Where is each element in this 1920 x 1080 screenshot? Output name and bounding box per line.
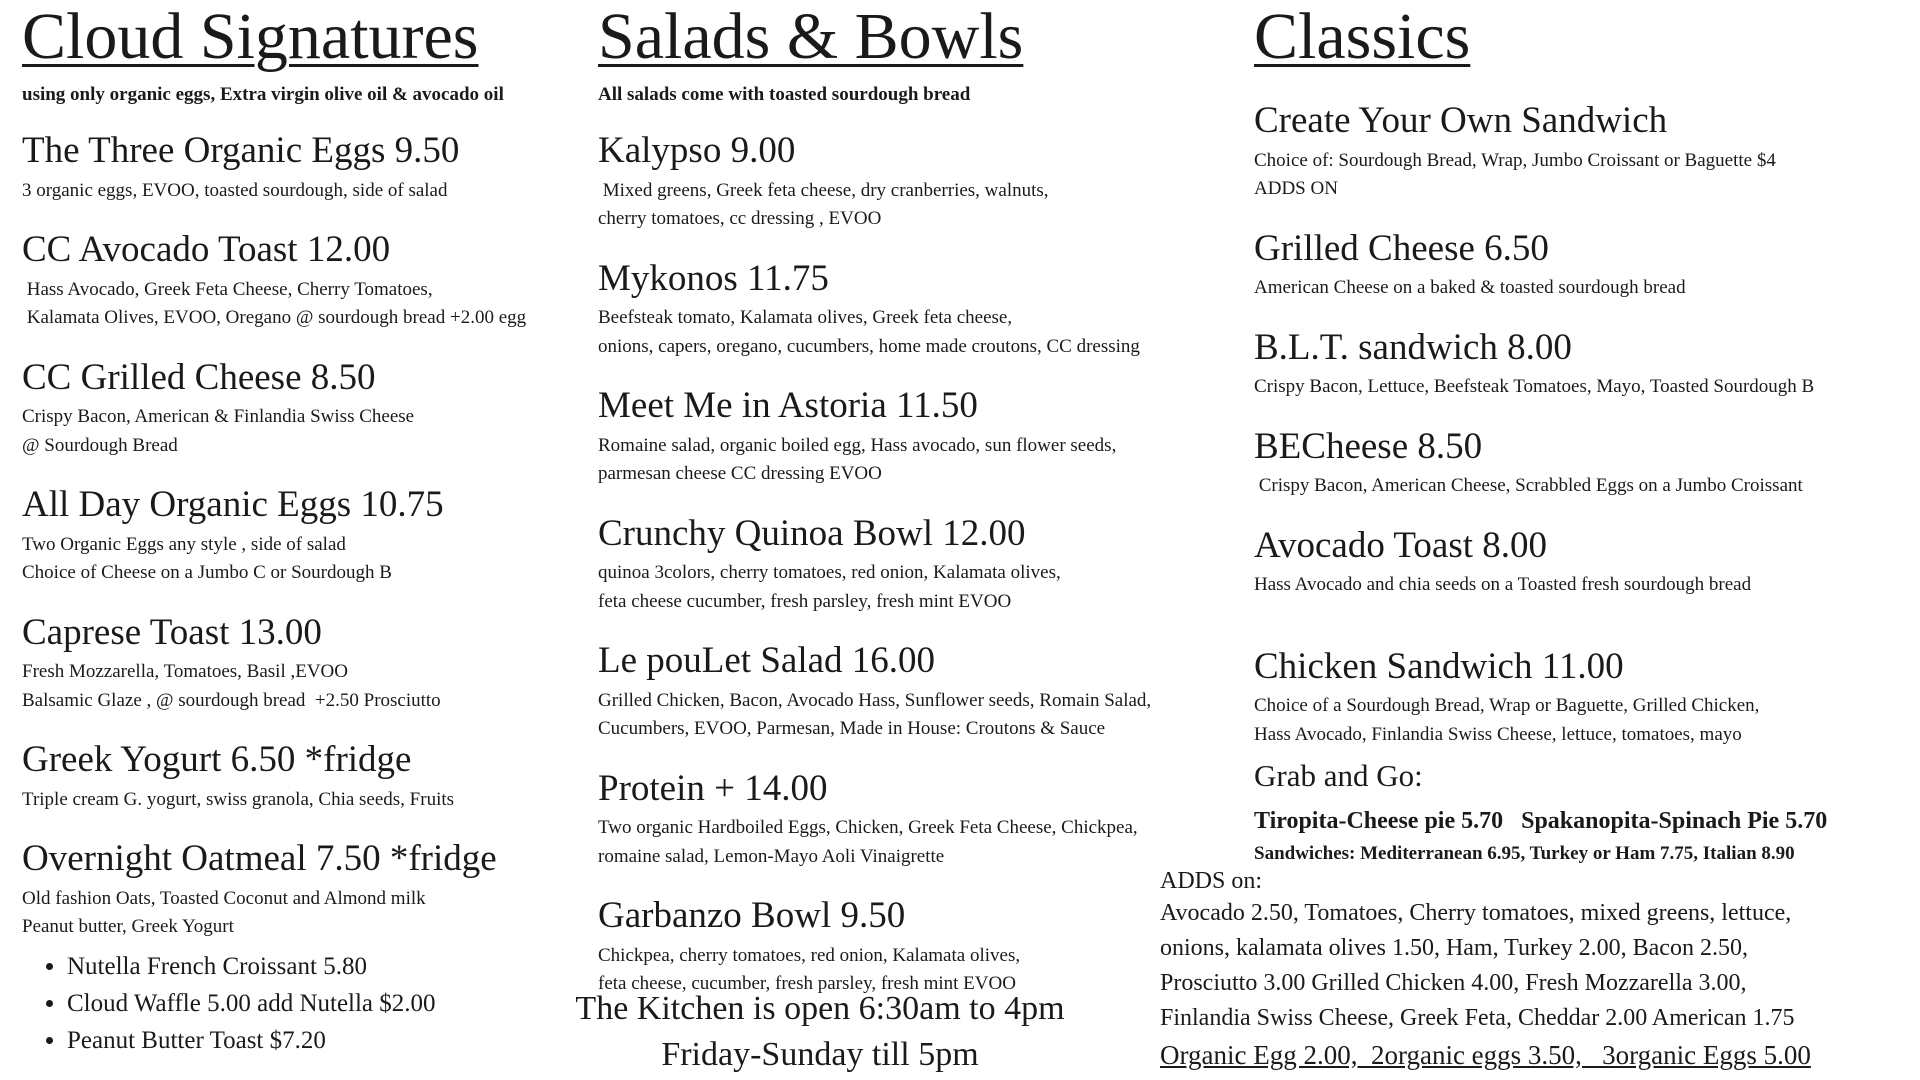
menu-item — [22, 229, 582, 333]
menu-item — [598, 513, 1248, 617]
menu-item-description-line: Kalamata Olives, EVOO, Oregano @ sourdough bread +2.00 egg — [22, 307, 527, 329]
menu-item-title: Kalypso 9.00 — [598, 130, 796, 171]
menu-item-title: The Three Organic Eggs 9.50 — [22, 130, 460, 171]
menu-item-description — [1254, 472, 1914, 501]
menu-item-title: All Day Organic Eggs 10.75 — [22, 484, 444, 526]
menu-item-description-line: Chickpea, cherry tomatoes, red onion, Kalamata olives, — [598, 944, 1021, 966]
menu-item-description-line: 3 organic eggs, EVOO, toasted sourdough, side of salad — [22, 179, 448, 201]
menu-item-description-line: Grilled Chicken, Bacon, Avocado Hass, Sunflower seeds, Romain Salad, — [598, 689, 1152, 711]
menu-item — [1254, 228, 1914, 303]
menu-item — [22, 130, 582, 205]
menu-item-description — [598, 177, 1248, 234]
list-item: • Peanut Butter Toast $7.20 — [67, 1022, 582, 1059]
menu-item-title: B.L.T. sandwich 8.00 — [1254, 326, 1572, 368]
menu-item-description-line: Hass Avocado, Greek Feta Cheese, Cherry Tomatoes, — [22, 278, 433, 300]
kitchen-hours-line: The Kitchen is open 6:30am to 4pm — [575, 990, 1065, 1027]
menu-item-description-line: feta cheese, cucumber, fresh parsley, fresh mint EVOO — [598, 973, 1016, 995]
menu-item-description-line: Choice of: Sourdough Bread, Wrap, Jumbo Croissant or Baguette $4 — [1254, 149, 1776, 171]
menu-item — [598, 130, 1248, 234]
menu-item-description-line: Peanut butter, Greek Yogurt — [22, 916, 234, 938]
adds-on-section — [1160, 866, 1920, 1074]
cloud-signatures-column — [22, 0, 582, 1059]
menu-item-description-line: American Cheese on a baked & toasted sourdough bread — [1254, 277, 1686, 299]
menu-item — [22, 612, 582, 716]
menu-item — [22, 739, 582, 814]
extras-list — [22, 948, 582, 1059]
menu-item-description-line: Choice of Cheese on a Jumbo C or Sourdough B — [22, 562, 392, 584]
menu-item — [598, 385, 1248, 489]
menu-item-description-line: Crispy Bacon, American & Finlandia Swiss Cheese — [22, 406, 415, 428]
menu-item-description-line: quinoa 3colors, cherry tomatoes, red onion, Kalamata olives, — [598, 562, 1061, 584]
adds-on-line: onions, kalamata olives 1.50, Ham, Turkey 2.00, Bacon 2.50, — [1160, 935, 1748, 961]
menu-item-title: Garbanzo Bowl 9.50 — [598, 895, 906, 937]
menu-item-title: Mykonos 11.75 — [598, 257, 829, 299]
salads-bowls-heading: Salads & Bowls — [598, 0, 1024, 73]
menu-item — [598, 258, 1248, 362]
menu-item-title: CC Grilled Cheese 8.50 — [22, 356, 376, 398]
menu-item-title: Le pouLet Salad 16.00 — [598, 640, 936, 682]
menu-item-description — [598, 304, 1248, 361]
menu-item — [1254, 646, 1914, 750]
menu-item-title: BECheese 8.50 — [1254, 425, 1483, 467]
menu-item-description — [1254, 692, 1914, 749]
menu-item — [22, 484, 582, 588]
menu-item — [598, 640, 1248, 744]
menu-item-description-line: Old fashion Oats, Toasted Coconut and Almond milk — [22, 887, 426, 909]
grab-and-go-title: Grab and Go: — [1254, 758, 1423, 793]
menu-item-description — [22, 658, 582, 715]
grab-and-go-sandwiches: Sandwiches: Mediterranean 6.95, Turkey or Ham 7.75, Italian 8.90 — [1254, 843, 1795, 864]
menu-item-description — [598, 687, 1248, 744]
menu-item-description-line: cherry tomatoes, cc dressing , EVOO — [598, 208, 882, 230]
menu-item-description — [598, 559, 1248, 616]
grab-and-go-section — [1254, 758, 1914, 865]
classics-heading: Classics — [1254, 0, 1471, 73]
menu-item-description-line: Hass Avocado and chia seeds on a Toasted fresh sourdough bread — [1254, 574, 1752, 596]
menu-item-description-line: Balsamic Glaze , @ sourdough bread +2.50 Prosciutto — [22, 689, 441, 711]
menu-item-title: Meet Me in Astoria 11.50 — [598, 385, 978, 427]
menu-item-description-line: Triple cream G. yogurt, swiss granola, Chia seeds, Fruits — [22, 788, 455, 810]
menu-item — [598, 895, 1248, 999]
menu-item-description-line: @ Sourdough Bread — [22, 434, 178, 456]
cloud-signatures-items — [22, 130, 582, 942]
menu-item-description-line: Beefsteak tomato, Kalamata olives, Greek feta cheese, — [598, 307, 1013, 329]
menu-item-description-line: Crispy Bacon, American Cheese, Scrabbled Eggs on a Jumbo Croissant — [1254, 475, 1803, 497]
salads-bowls-subtitle: All salads come with toasted sourdough bread — [598, 84, 971, 105]
menu-item-description-line: Cucumbers, EVOO, Parmesan, Made in House: Croutons & Sauce — [598, 718, 1106, 740]
menu-item-description — [598, 814, 1248, 871]
list-item: • Nutella French Croissant 5.80 — [67, 948, 582, 985]
menu-item — [1254, 100, 1914, 204]
menu-item-description — [1254, 274, 1914, 303]
menu-item-description-line: Two organic Hardboiled Eggs, Chicken, Greek Feta Cheese, Chickpea, — [598, 817, 1138, 839]
menu-item-title: Protein + 14.00 — [598, 767, 828, 809]
menu-item-title: Crunchy Quinoa Bowl 12.00 — [598, 512, 1026, 554]
cloud-signatures-subtitle: using only organic eggs, Extra virgin olive oil & avocado oil — [22, 84, 504, 105]
menu-item — [22, 838, 582, 942]
adds-on-line: Prosciutto 3.00 Grilled Chicken 4.00, Fresh Mozzarella 3.00, — [1160, 970, 1747, 996]
menu-item-description-line: parmesan cheese CC dressing EVOO — [598, 463, 882, 485]
menu-item-title: Grilled Cheese 6.50 — [1254, 227, 1549, 269]
menu-item-description-line: Romaine salad, organic boiled egg, Hass avocado, sun flower seeds, — [598, 434, 1117, 456]
grab-and-go-pies: Tiropita-Cheese pie 5.70 Spakanopita-Spinach Pie 5.70 — [1254, 808, 1828, 834]
list-item: • Cloud Waffle 5.00 add Nutella $2.00 — [67, 985, 582, 1022]
menu-item-title: Overnight Oatmeal 7.50 *fridge — [22, 838, 497, 880]
menu-item-description — [22, 786, 582, 815]
adds-on-title: ADDS on: — [1160, 868, 1263, 894]
menu-item-description-line: Fresh Mozzarella, Tomatoes, Basil ,EVOO — [22, 661, 348, 683]
menu-item-description — [1254, 373, 1914, 402]
salads-bowls-column — [598, 0, 1248, 999]
menu-item — [22, 357, 582, 461]
menu-item-description-line: Choice of a Sourdough Bread, Wrap or Baguette, Grilled Chicken, — [1254, 695, 1760, 717]
menu-item — [598, 768, 1248, 872]
menu-item — [1254, 327, 1914, 402]
menu-item-description-line: romaine salad, Lemon-Mayo Aoli Vinaigrette — [598, 845, 945, 867]
menu-item-description-line: Mixed greens, Greek feta cheese, dry cranberries, walnuts, — [598, 179, 1049, 201]
menu-item-description — [22, 531, 582, 588]
menu-item-description-line: onions, capers, oregano, cucumbers, home made croutons, CC dressing — [598, 335, 1140, 357]
menu-item-description-line: Hass Avocado, Finlandia Swiss Cheese, lettuce, tomatoes, mayo — [1254, 723, 1742, 745]
menu-item-title: CC Avocado Toast 12.00 — [22, 229, 391, 271]
menu-item-title: Create Your Own Sandwich — [1254, 100, 1668, 141]
menu-item-description — [22, 177, 582, 206]
kitchen-hours-line: Friday-Sunday till 5pm — [661, 1036, 979, 1073]
menu-item-description-line: ADDS ON — [1254, 178, 1338, 200]
menu-item — [1254, 426, 1914, 501]
menu-item-description — [22, 276, 582, 333]
organic-egg-prices: Organic Egg 2.00, 2organic eggs 3.50, 3organic Eggs 5.00 — [1160, 1040, 1811, 1070]
menu-item-description-line: feta cheese cucumber, fresh parsley, fresh mint EVOO — [598, 590, 1012, 612]
menu-item-title: Greek Yogurt 6.50 *fridge — [22, 739, 412, 781]
menu-item-description-line: Two Organic Eggs any style , side of salad — [22, 533, 346, 555]
menu-item-description — [1254, 571, 1914, 600]
adds-on-line: Avocado 2.50, Tomatoes, Cherry tomatoes, mixed greens, lettuce, — [1160, 900, 1792, 926]
cloud-signatures-heading: Cloud Signatures — [22, 0, 479, 73]
kitchen-hours — [530, 986, 1110, 1078]
menu-item-description — [598, 432, 1248, 489]
adds-on-line: Finlandia Swiss Cheese, Greek Feta, Cheddar 2.00 American 1.75 — [1160, 1005, 1795, 1031]
menu-item-title: Avocado Toast 8.00 — [1254, 524, 1548, 566]
menu-item-description-line: Crispy Bacon, Lettuce, Beefsteak Tomatoes, Mayo, Toasted Sourdough B — [1254, 376, 1815, 398]
classics-column — [1254, 0, 1914, 749]
menu-item-description — [22, 885, 582, 942]
menu-item-description — [1254, 147, 1914, 204]
menu-item-title: Chicken Sandwich 11.00 — [1254, 645, 1624, 687]
menu-item — [1254, 525, 1914, 600]
menu-item-title: Caprese Toast 13.00 — [22, 611, 322, 653]
menu-item-description — [22, 403, 582, 460]
